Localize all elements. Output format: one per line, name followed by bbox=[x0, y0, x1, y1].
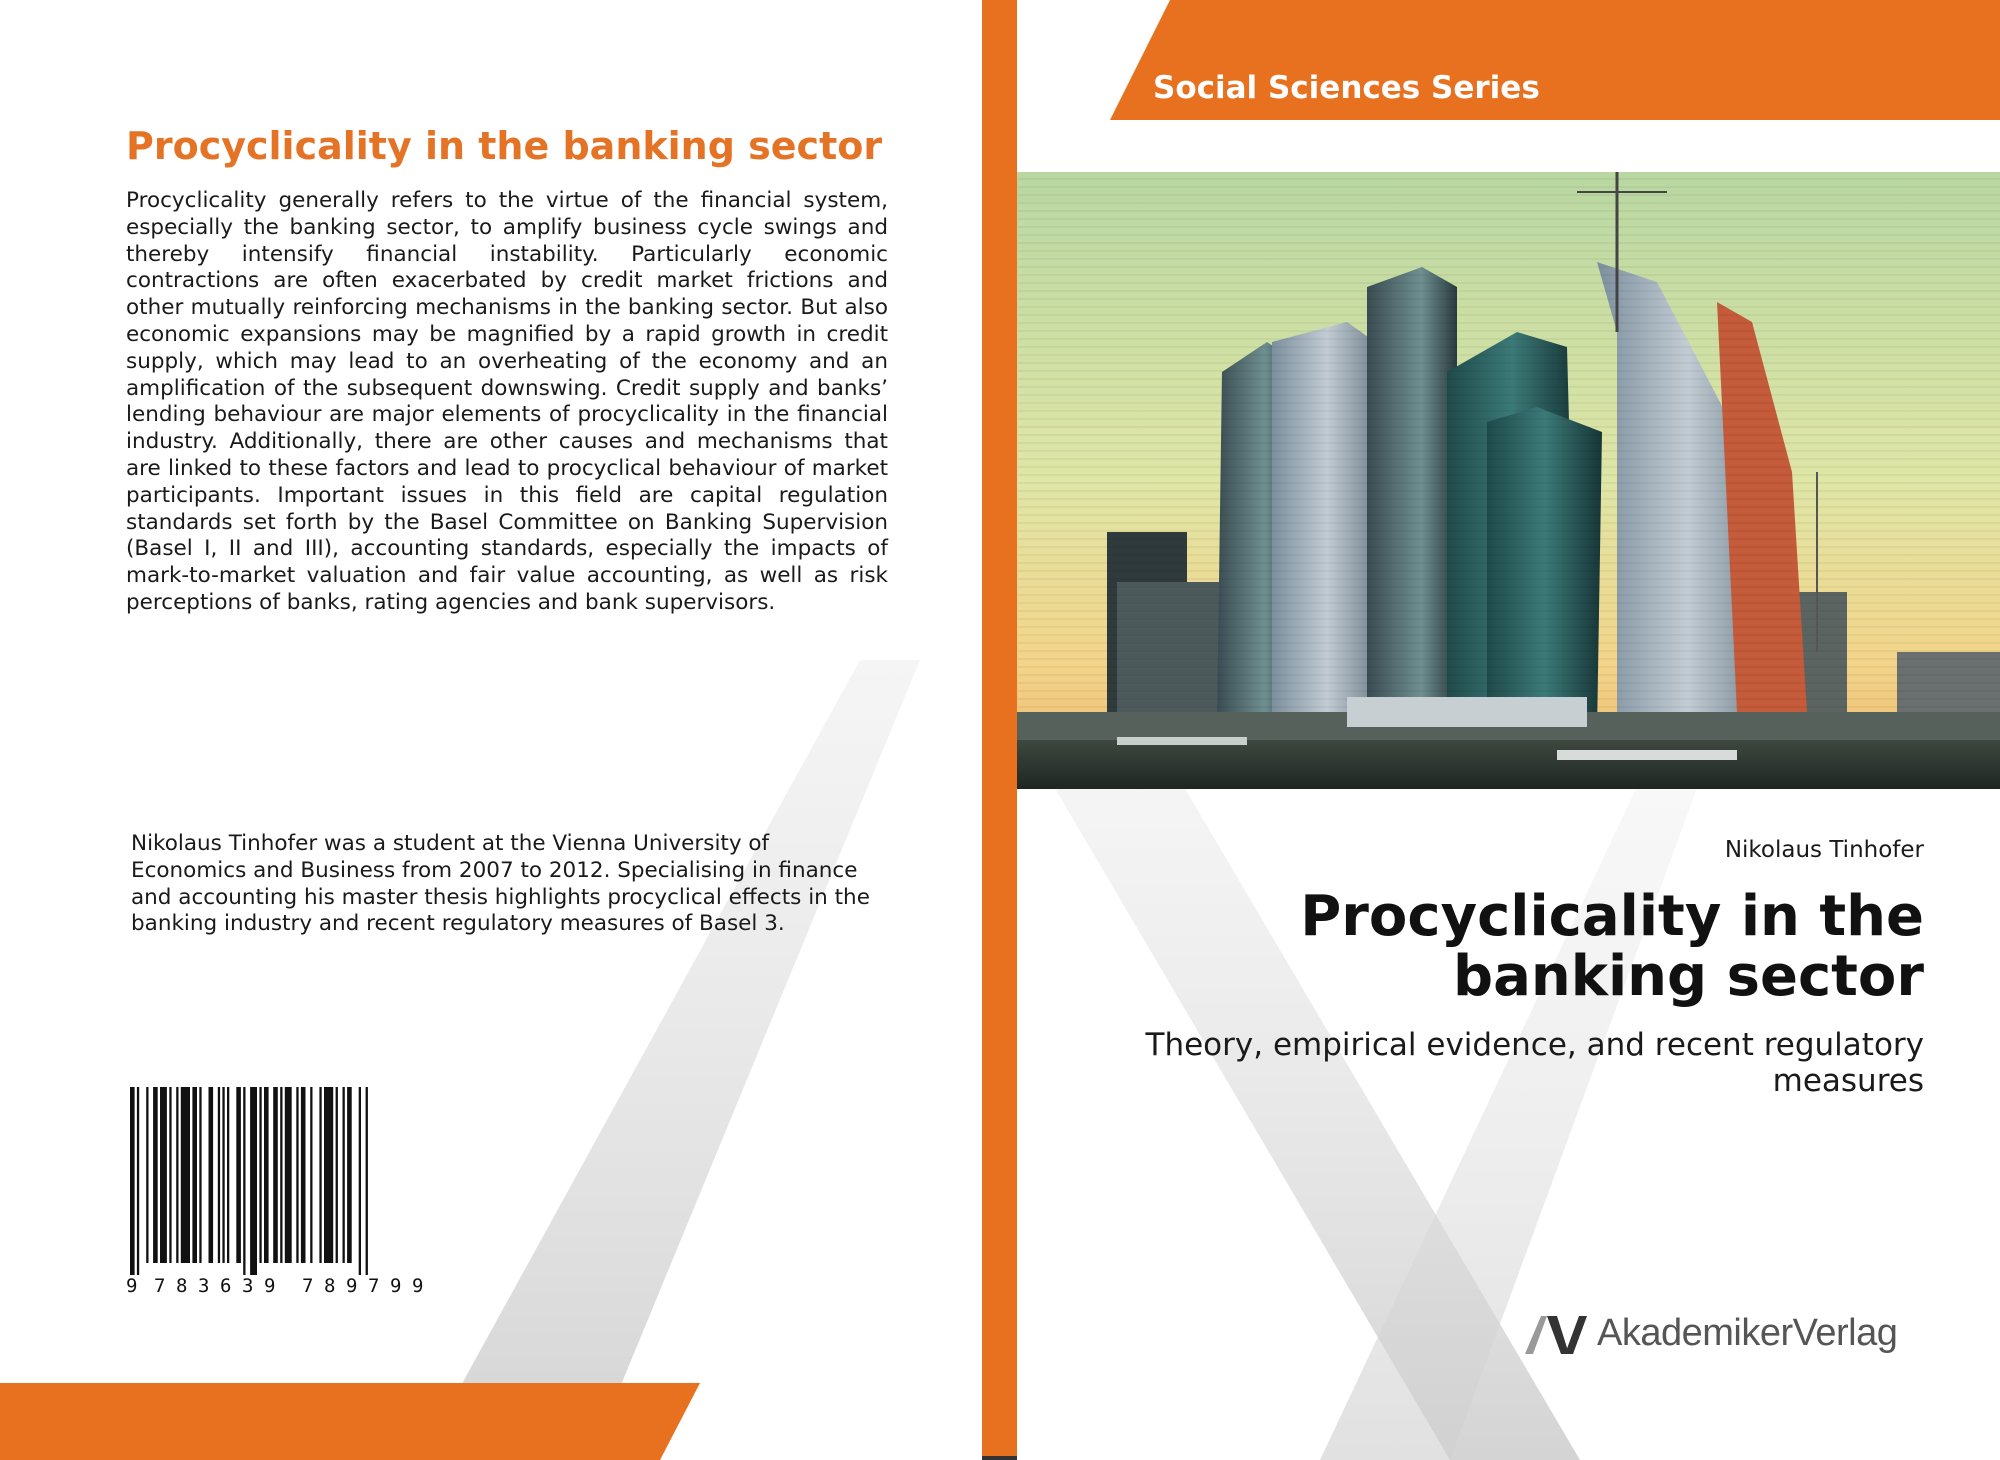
cover-title: Procyclicality in the banking sector bbox=[1300, 884, 1924, 1009]
author-bio: Nikolaus Tinhofer was a student at the Vienna University of Economics and Business from 2007 to 2012. Specialising in finance and accounting his master thesis highlights procyclical effects in the banking industry and recent regulatory measures of Basel 3. bbox=[131, 831, 870, 937]
isbn-digit: 6 bbox=[220, 1275, 232, 1297]
barcode-bar bbox=[347, 1087, 352, 1263]
barcode-bar bbox=[310, 1087, 312, 1263]
barcode-bar bbox=[209, 1087, 214, 1263]
barcode-bar bbox=[153, 1087, 158, 1263]
back-accent-bar bbox=[0, 1383, 700, 1460]
isbn-digit: 9 bbox=[346, 1275, 358, 1297]
isbn-digit: 8 bbox=[176, 1275, 188, 1297]
back-cover-blurb: Procyclicality generally refers to the virtue of the financial system, especially the banking sector, to amplify business cycle swings and thereby intensify financial instability. Particularly economic contractions are often exacerbated by credit market frictions and other mutually reinforcing mechanisms in the banking sector. But also economic expansions may be magnified by a rapid growth in credit supply, which may lead to an overheating of the economy and an amplification of the subsequent downswing. Credit supply and banks’ lending behaviour are major elements of procyclicality in the financial industry. Additionally, there are other causes and mechanisms that are linked to these factors and lead to procyclical behaviour of market participants. Important issues in this field are capital regulation standards set forth by the Basel Committee on Banking Supervision (Basel I, II and III), accounting standards, especially the impacts of mark-to-market valuation and fair value accounting, as well as risk perceptions of banks, rating agencies and bank supervisors. bbox=[126, 188, 888, 615]
isbn-barcode bbox=[126, 1087, 456, 1297]
barcode-bar bbox=[301, 1087, 306, 1263]
barcode-bar bbox=[319, 1087, 321, 1263]
publisher-name-part1: Akademiker bbox=[1597, 1312, 1793, 1354]
barcode-bar bbox=[280, 1087, 282, 1263]
barcode-bar bbox=[137, 1087, 139, 1275]
barcode-bar bbox=[250, 1087, 257, 1275]
barcode-bar bbox=[264, 1087, 269, 1263]
back-cover-title: Procyclicality in the banking sector bbox=[126, 124, 883, 168]
barcode-bar bbox=[222, 1087, 224, 1263]
barcode-bar bbox=[192, 1087, 197, 1263]
barcode-bar bbox=[236, 1087, 241, 1263]
isbn-digit: 9 bbox=[390, 1275, 402, 1297]
isbn-digit: 7 bbox=[154, 1275, 166, 1297]
isbn-digit: 7 bbox=[302, 1275, 314, 1297]
barcode-bar bbox=[273, 1087, 278, 1263]
barcode-bar bbox=[227, 1087, 229, 1263]
isbn-digit: 3 bbox=[242, 1275, 254, 1297]
isbn-digit: 3 bbox=[198, 1275, 210, 1297]
barcode-bar bbox=[243, 1087, 245, 1275]
isbn-digit: 7 bbox=[368, 1275, 380, 1297]
cover-subtitle: Theory, empirical evidence, and recent regulatory measures bbox=[1145, 1027, 1924, 1099]
barcode-bar bbox=[146, 1087, 148, 1263]
publisher-name-part2: Verlag bbox=[1792, 1312, 1898, 1354]
cover-author: Nikolaus Tinhofer bbox=[1724, 837, 1924, 863]
barcode-bar bbox=[366, 1087, 368, 1275]
barcode-bar bbox=[259, 1087, 261, 1263]
publisher-name bbox=[1597, 1312, 1897, 1355]
barcode-bar bbox=[130, 1087, 135, 1275]
barcode-bar bbox=[285, 1087, 292, 1263]
barcode-bar bbox=[336, 1087, 338, 1263]
isbn-digit: 9 bbox=[412, 1275, 424, 1297]
barcode-bar bbox=[218, 1087, 220, 1263]
barcode-bar bbox=[169, 1087, 171, 1263]
barcode-bar bbox=[160, 1087, 167, 1263]
barcode-bar bbox=[181, 1087, 190, 1263]
barcode-bar bbox=[359, 1087, 361, 1275]
book-spine bbox=[982, 0, 1017, 1460]
city-skyline-photo bbox=[1017, 172, 2000, 789]
av-logo-icon bbox=[1525, 1316, 1587, 1354]
barcode-bar bbox=[324, 1087, 333, 1263]
barcode-bar bbox=[199, 1087, 201, 1263]
spine-edge bbox=[982, 1456, 1017, 1460]
barcode-bar bbox=[176, 1087, 178, 1263]
isbn-digit: 9 bbox=[264, 1275, 276, 1297]
publisher-logo bbox=[1525, 1312, 1925, 1362]
barcode-bar bbox=[296, 1087, 298, 1263]
isbn-digit: 9 bbox=[126, 1275, 138, 1297]
series-label: Social Sciences Series bbox=[1153, 70, 1540, 106]
barcode-bar bbox=[343, 1087, 345, 1263]
isbn-digit: 8 bbox=[324, 1275, 336, 1297]
